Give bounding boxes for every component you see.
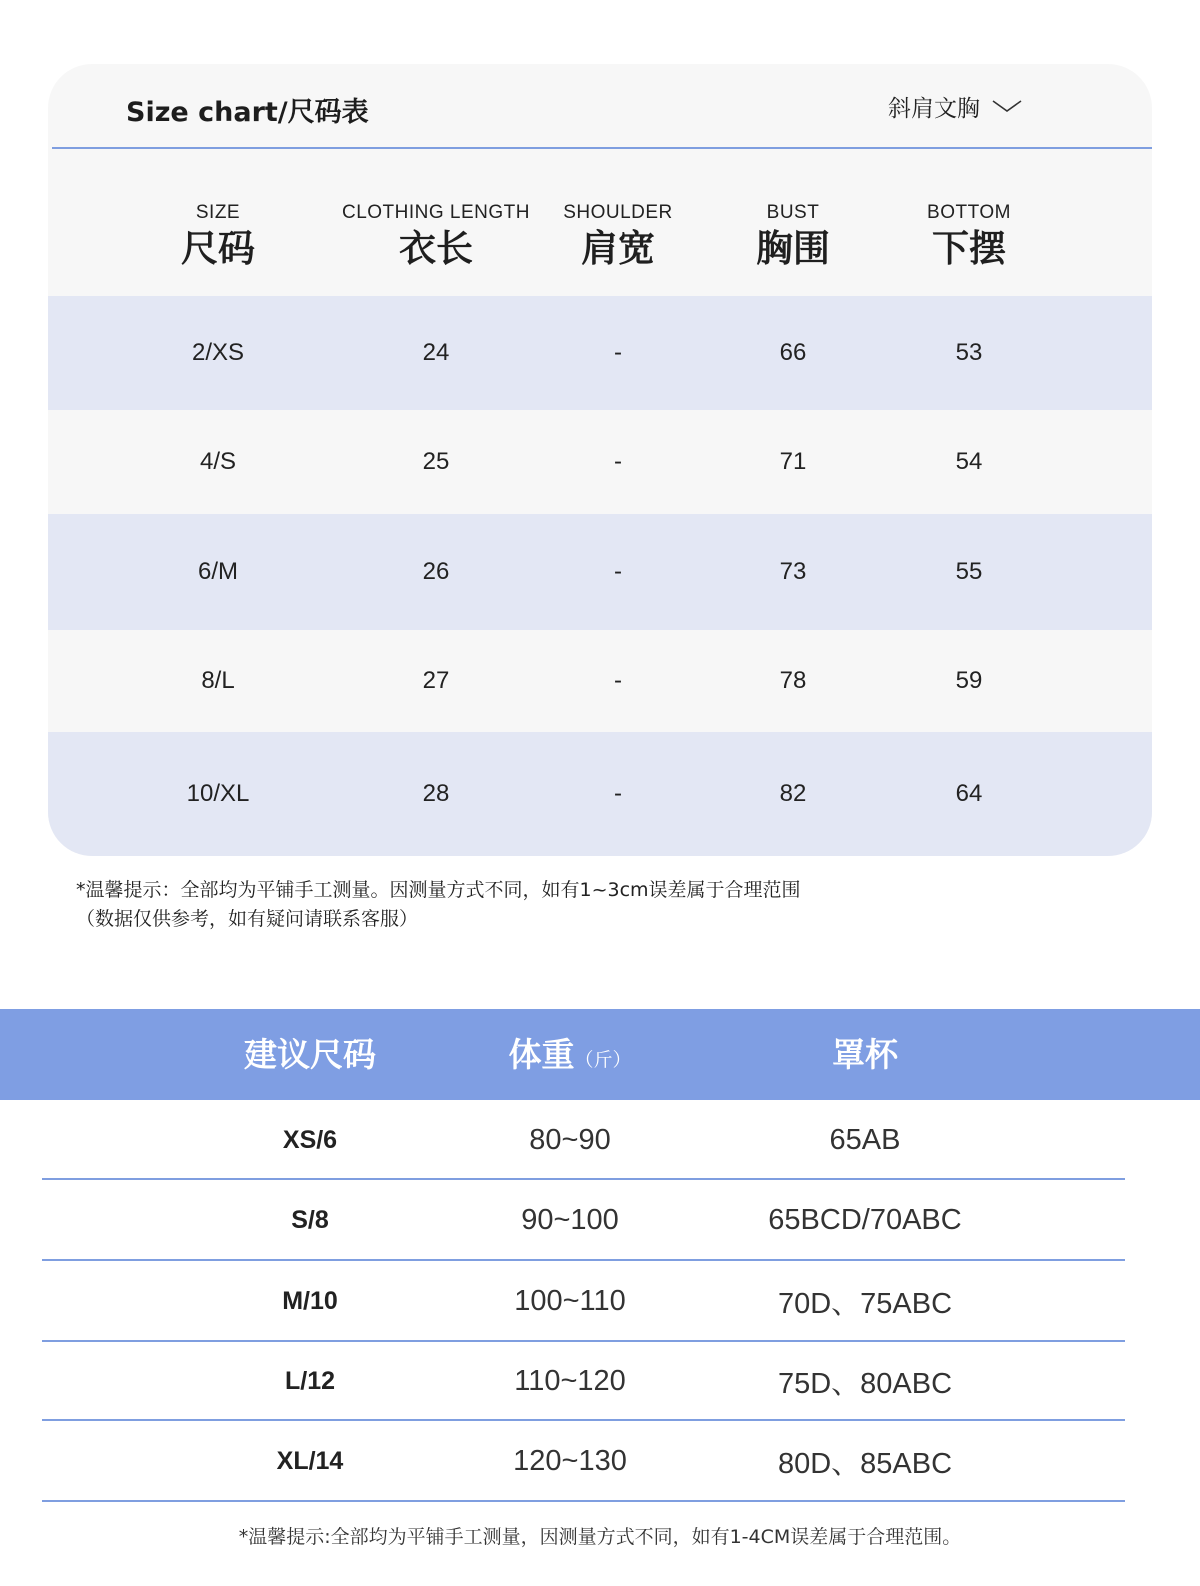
header-weight: [420, 1009, 720, 1100]
size-chart-title: Size chart/尺码表: [126, 97, 369, 128]
column-header-cn: 尺码: [181, 227, 255, 270]
cell-length: 26: [422, 558, 450, 585]
column-header-cn: 衣长: [399, 227, 473, 270]
cell-length: 28: [422, 780, 450, 807]
row-divider: [42, 1500, 1125, 1502]
cell-size: 2/XS: [191, 339, 245, 366]
cell-size: 4/S: [199, 448, 237, 475]
column-header-cn: 下摆: [932, 227, 1006, 270]
cell-bust: 78: [779, 667, 807, 694]
cell-length: 25: [422, 448, 450, 475]
column-header-en: BUST: [766, 202, 820, 223]
header-weight-label: 体重: [508, 1035, 575, 1074]
recommend-size: XS/6: [282, 1125, 338, 1154]
chevron-down-icon: [992, 99, 1022, 113]
recommend-size: XL/14: [276, 1446, 344, 1475]
cell-size: 10/XL: [186, 780, 250, 807]
measurement-note: [76, 876, 801, 934]
header-cup: 罩杯: [832, 1035, 898, 1074]
recommend-weight: 100~110: [514, 1284, 626, 1317]
cell-size: 6/M: [197, 558, 238, 585]
cell-size: 8/L: [201, 667, 235, 694]
cell-bust: 82: [779, 780, 807, 807]
recommend-row: [0, 1421, 1200, 1501]
cell-bottom: 59: [955, 667, 983, 694]
recommend-cup: 65AB: [829, 1123, 901, 1156]
column-header-size: [118, 202, 318, 272]
recommend-weight: 80~90: [529, 1123, 611, 1156]
cell-length: 24: [422, 339, 450, 366]
column-header-cn: 胸围: [756, 227, 830, 270]
recommend-weight: 90~100: [521, 1203, 619, 1236]
cell-shoulder: -: [614, 558, 622, 585]
recommend-cup: 70D、75ABC: [777, 1287, 953, 1320]
cell-shoulder: -: [614, 448, 622, 475]
recommend-size: M/10: [282, 1286, 338, 1315]
column-header-shoulder: [518, 202, 718, 272]
cell-bust: 73: [779, 558, 807, 585]
measurement-note-line: *温馨提示：全部均为平铺手工测量。因测量方式不同，如有1~3cm误差属于合理范围: [76, 879, 801, 901]
column-header-en: CLOTHING LENGTH: [341, 202, 531, 223]
column-header-length: [336, 202, 536, 272]
recommend-row: [0, 1261, 1200, 1341]
column-header-cn: 肩宽: [581, 227, 655, 270]
cell-length: 27: [422, 667, 450, 694]
column-header-en: SHOULDER: [563, 202, 673, 223]
column-header-bust: [693, 202, 893, 272]
header-divider: [52, 147, 1152, 149]
cell-shoulder: -: [614, 339, 622, 366]
dropdown-selected-value: 斜肩文胸: [888, 95, 980, 122]
product-type-dropdown[interactable]: [888, 91, 1022, 121]
cell-bust: 71: [779, 448, 807, 475]
recommend-cup: 65BCD/70ABC: [768, 1203, 962, 1236]
recommend-row: [0, 1180, 1200, 1260]
column-header-en: SIZE: [195, 202, 241, 223]
cell-bust: 66: [779, 339, 807, 366]
size-chart-card: [48, 64, 1152, 856]
table-row: [48, 410, 1152, 514]
cell-shoulder: -: [614, 780, 622, 807]
cell-shoulder: -: [614, 667, 622, 694]
table-row: [48, 296, 1152, 410]
recommend-weight: 110~120: [514, 1364, 626, 1397]
cell-bottom: 64: [955, 780, 983, 807]
recommend-row: [0, 1342, 1200, 1420]
recommend-weight: 120~130: [513, 1444, 627, 1477]
cell-bottom: 55: [955, 558, 983, 585]
recommend-row: [0, 1101, 1200, 1179]
recommend-size: L/12: [284, 1366, 336, 1395]
table-row: [48, 514, 1152, 630]
table-row: [48, 630, 1152, 732]
cell-bottom: 54: [955, 448, 983, 475]
column-header-en: BOTTOM: [927, 202, 1011, 223]
header-recommended-size: 建议尺码: [244, 1035, 376, 1074]
size-chart-header: [48, 64, 1152, 148]
recommend-header-banner: [0, 1009, 1200, 1100]
column-header-bottom: [869, 202, 1069, 272]
table-row: [48, 732, 1152, 856]
cell-bottom: 53: [955, 339, 983, 366]
recommend-note: *温馨提示:全部均为平铺手工测量，因测量方式不同，如有1-4CM误差属于合理范围。: [238, 1526, 962, 1548]
recommend-size: S/8: [291, 1205, 329, 1234]
recommend-cup: 80D、85ABC: [777, 1447, 953, 1480]
header-weight-unit: （斤）: [574, 1049, 632, 1071]
recommend-cup: 75D、80ABC: [777, 1367, 953, 1400]
measurement-note-line: （数据仅供参考，如有疑问请联系客服）: [76, 908, 419, 930]
